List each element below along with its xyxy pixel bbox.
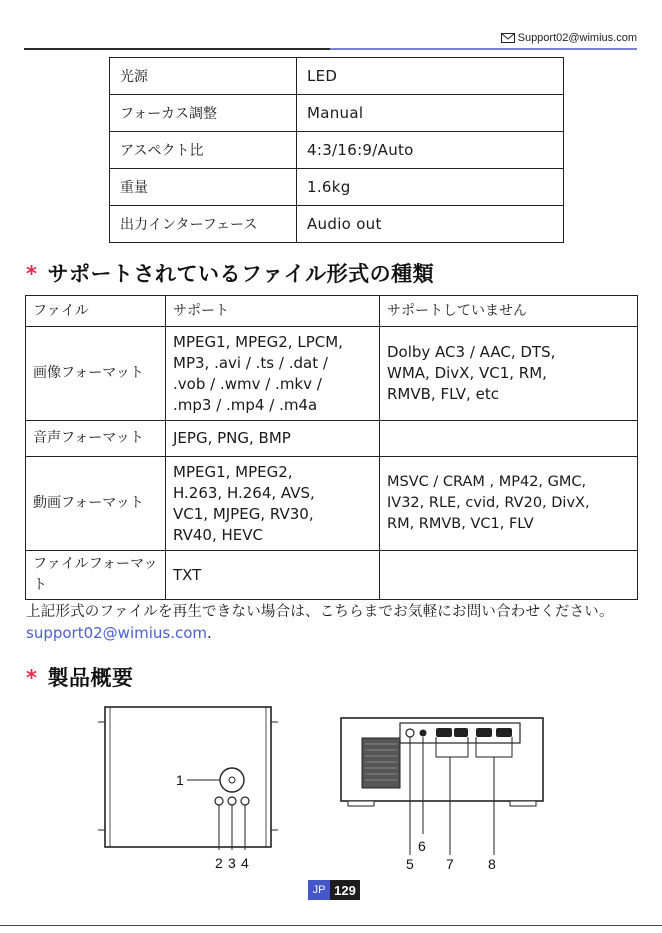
spec-value: Manual <box>297 95 564 132</box>
column-header-file: ファイル <box>26 296 166 327</box>
supported-line: MPEG1, MPEG2, <box>173 462 293 481</box>
contact-email-line <box>26 624 212 642</box>
spec-value: 4:3/16:9/Auto <box>297 132 564 169</box>
unsupported-line: IV32, RLE, cvid, RV20, DivX, <box>387 495 590 511</box>
supported-line: .vob / .wmv / .mkv / <box>173 374 322 393</box>
supported-line: JEPG, PNG, BMP <box>173 429 291 447</box>
spec-label: 重量 <box>110 169 297 206</box>
contact-note: 上記形式のファイルを再生できない場合は、こちらまでお気軽にお問い合わせください。 <box>26 604 614 620</box>
unsupported-cell <box>380 551 638 600</box>
header-rule <box>24 48 330 50</box>
formats-heading <box>26 258 434 288</box>
spec-table <box>109 57 564 243</box>
format-type: 動画フォーマット <box>26 457 166 551</box>
callout-label: 5 <box>406 856 414 872</box>
header-email-text: Support02@wimius.com <box>517 32 637 44</box>
spec-row <box>110 132 564 169</box>
email-period: . <box>207 624 212 642</box>
callout-label: 6 <box>418 838 426 854</box>
port-icon <box>454 728 468 737</box>
format-type: ファイルフォーマット <box>26 551 166 600</box>
supported-line: MP3, .avi / .ts / .dat / <box>173 353 328 372</box>
footer-rule <box>0 925 662 926</box>
spec-label: 光源 <box>110 58 297 95</box>
formats-heading-text: サポートされているファイル形式の種類 <box>47 262 435 286</box>
header-rule-accent <box>330 48 637 50</box>
projector-front-diagram <box>98 700 278 850</box>
supported-line: H.263, H.264, AVS, <box>173 483 315 502</box>
callout-label: 4 <box>241 855 249 871</box>
table-row <box>26 551 638 600</box>
power-port-icon <box>420 730 427 737</box>
supported-cell <box>166 421 380 457</box>
formats-header-row <box>26 296 638 327</box>
header-email <box>501 32 637 44</box>
supported-cell <box>166 457 380 551</box>
page-number: 129 <box>330 880 360 900</box>
spec-value: LED <box>297 58 564 95</box>
unsupported-line: RM, RMVB, VC1, FLV <box>387 516 534 532</box>
callout-label: 8 <box>488 856 496 872</box>
language-code: JP <box>308 880 330 900</box>
contact-email-link[interactable]: support02@wimius.com <box>26 624 208 642</box>
port-icon <box>436 728 452 737</box>
table-row <box>26 457 638 551</box>
unsupported-cell <box>380 421 638 457</box>
unsupported-line: RMVB, FLV, etc <box>387 385 499 403</box>
supported-cell <box>166 551 380 600</box>
unsupported-cell <box>380 457 638 551</box>
supported-line: VC1, MJPEG, RV30, <box>173 504 314 523</box>
column-header-supported: サポート <box>166 296 380 327</box>
supported-line: MPEG1, MPEG2, LPCM, <box>173 332 343 351</box>
format-type: 音声フォーマット <box>26 421 166 457</box>
callout-label: 2 <box>215 855 223 871</box>
supported-cell <box>166 327 380 421</box>
envelope-icon <box>501 33 515 43</box>
port-icon <box>476 728 492 737</box>
table-row <box>26 327 638 421</box>
format-type: 画像フォーマット <box>26 327 166 421</box>
unsupported-cell <box>380 327 638 421</box>
spec-value: Audio out <box>297 206 564 243</box>
column-header-unsupported: サポートしていません <box>380 296 638 327</box>
spec-row <box>110 206 564 243</box>
callout-label: 7 <box>446 856 454 872</box>
overview-heading <box>26 662 133 692</box>
unsupported-line: MSVC / CRAM , MP42, GMC, <box>387 474 587 490</box>
spec-label: アスペクト比 <box>110 132 297 169</box>
unsupported-line: WMA, DivX, VC1, RM, <box>387 364 547 382</box>
port-icon <box>496 728 512 737</box>
spec-row <box>110 58 564 95</box>
projector-back-diagram <box>338 712 548 862</box>
page-badge <box>308 880 360 900</box>
formats-table <box>25 295 638 600</box>
spec-row <box>110 169 564 206</box>
spec-label: フォーカス調整 <box>110 95 297 132</box>
spec-value: 1.6kg <box>297 169 564 206</box>
callout-label: 3 <box>228 855 236 871</box>
heading-star: * <box>26 262 38 286</box>
supported-line: .mp3 / .mp4 / .m4a <box>173 395 318 414</box>
supported-line: RV40, HEVC <box>173 525 263 544</box>
heading-star: * <box>26 666 38 690</box>
spec-label: 出力インターフェース <box>110 206 297 243</box>
spec-row <box>110 95 564 132</box>
supported-line: TXT <box>173 565 202 584</box>
unsupported-line: Dolby AC3 / AAC, DTS, <box>387 343 556 361</box>
callout-label: 1 <box>176 772 184 788</box>
overview-heading-text: 製品概要 <box>47 666 134 690</box>
table-row <box>26 421 638 457</box>
